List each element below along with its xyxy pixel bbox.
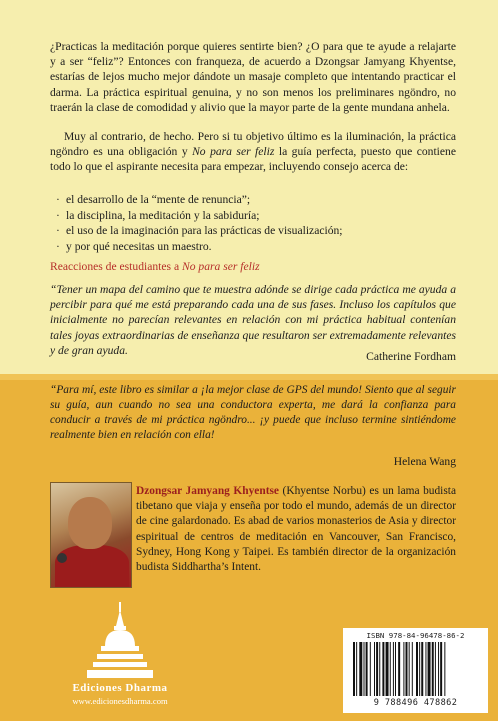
stupa-logo-icon (85, 602, 155, 680)
barcode-bar (435, 642, 436, 696)
barcode-bar (438, 642, 439, 696)
reactions-prefix: Reacciones de estudiantes a (50, 260, 182, 273)
second-paragraph-end: la guía perfecta, puesto que contiene todo lo que el aspirante necesita para empezar, incluyendo consejo acerca de: (50, 145, 456, 174)
author-photo-robe (55, 545, 129, 588)
reactions-heading (50, 260, 456, 273)
barcode-bars (353, 642, 479, 696)
barcode-bar (419, 642, 420, 696)
testimonial-author: Catherine Fordham (366, 350, 456, 363)
author-photo-face (68, 497, 112, 549)
advice-item: · el uso de la imaginación para las prácticas de visualización; (66, 223, 456, 239)
barcode-bar (359, 642, 362, 696)
publisher-name: Ediciones Dharma (72, 682, 168, 694)
book-title-inline: No para ser feliz (192, 145, 275, 159)
author-name: Dzongsar Jamyang Khyentse (136, 485, 279, 497)
barcode-bar (382, 642, 384, 696)
barcode-bar (398, 642, 400, 696)
second-paragraph (50, 129, 456, 175)
barcode-bar (403, 642, 404, 696)
barcode-bar (444, 642, 445, 696)
testimonial-author: Helena Wang (393, 455, 456, 468)
barcode-bar (379, 642, 380, 696)
barcode-bar (395, 642, 396, 696)
author-bio-text: (Khyentse Norbu) es un lama budista tibetano que viaja y enseña por todo el mundo, además de un director de cine galardonado. Es abad de varios monasterios de Asia y director espiritual de centros de meditación en Vancouver, San Francisco, Sydney, Hong Kong y Taipei. Es también director de la organización budista Siddhartha’s Intent. (136, 485, 457, 574)
barcode-bar (390, 642, 391, 696)
barcode-bar (370, 642, 371, 696)
advice-item: · y por qué necesitas un maestro. (66, 239, 456, 255)
testimonial-quote: “Tener un mapa del camino que te muestra adónde se dirige cada práctica me ayuda a percibir para qué me está preparando cada una de sus fases. Incluso los capítulos que inicialmente no parecían relevantes en relación con mi práctica habitual contenían tales joyas extraordinarias de enseñanza que resultaron ser extremadamente relevantes y de gran ayuda. (50, 283, 456, 357)
barcode-bar (356, 642, 357, 696)
barcode-bar (406, 642, 408, 696)
advice-list (66, 192, 456, 254)
second-paragraph-start: Muy al contrario, de hecho. Pero si tu objetivo último es la iluminación, la práctica ngöndro es una obligación y (50, 130, 456, 159)
reactions-book-title: No para ser feliz (182, 260, 260, 273)
author-bio (136, 484, 456, 575)
advice-item: · el desarrollo de la “mente de renuncia”; (66, 192, 456, 208)
barcode-bar (376, 642, 378, 696)
barcode-bar (353, 642, 355, 696)
microphone-icon (57, 553, 67, 563)
barcode-bar (416, 642, 418, 696)
barcode-bar (428, 642, 431, 696)
advice-item: · la disciplina, la meditación y la sabiduría; (66, 208, 456, 224)
barcode-bar (409, 642, 410, 696)
barcode-bar (432, 642, 434, 696)
author-photo (50, 482, 132, 588)
barcode-bar (425, 642, 426, 696)
panel-divider (0, 374, 498, 380)
barcode-bar (440, 642, 442, 696)
barcode-bar (366, 642, 368, 696)
barcode-bar (386, 642, 389, 696)
testimonial-quote: “Para mí, este libro es similar a ¡la mejor clase de GPS del mundo! Siento que al seguir su guía, aun cuando no sea una conductora experta, me dará la confianza para conducir a través de mi práctica ngöndro... ¡y puede que incluso termine sintiéndome realmente bien en relación con ella! (50, 384, 456, 441)
barcode-bar (393, 642, 394, 696)
barcode-box (343, 628, 488, 713)
barcode-bar (374, 642, 375, 696)
publisher-url: www.edicionesdharma.com (72, 696, 168, 706)
barcode-bar (364, 642, 365, 696)
intro-paragraph: ¿Practicas la meditación porque quieres sentirte bien? ¿O para que te ayude a relajarte y a ser “feliz”? Entonces con franqueza, de acuerdo a Dzongsar Jamyang Khyentse, estarías de lejos mucho mejor dándote un masaje completo que intentando practicar el darma. La práctica espiritual genuina, y no son menos los preliminares ngöndro, no traerán la clase de comodidad y alivio que la mayor parte de la gente mundana anhela. (50, 40, 456, 114)
barcode-bar (421, 642, 423, 696)
barcode-bar (412, 642, 413, 696)
isbn-text: ISBN 978-84-96478-86-2 (366, 631, 465, 640)
ean-digits: 9 788496 478862 (373, 698, 458, 708)
